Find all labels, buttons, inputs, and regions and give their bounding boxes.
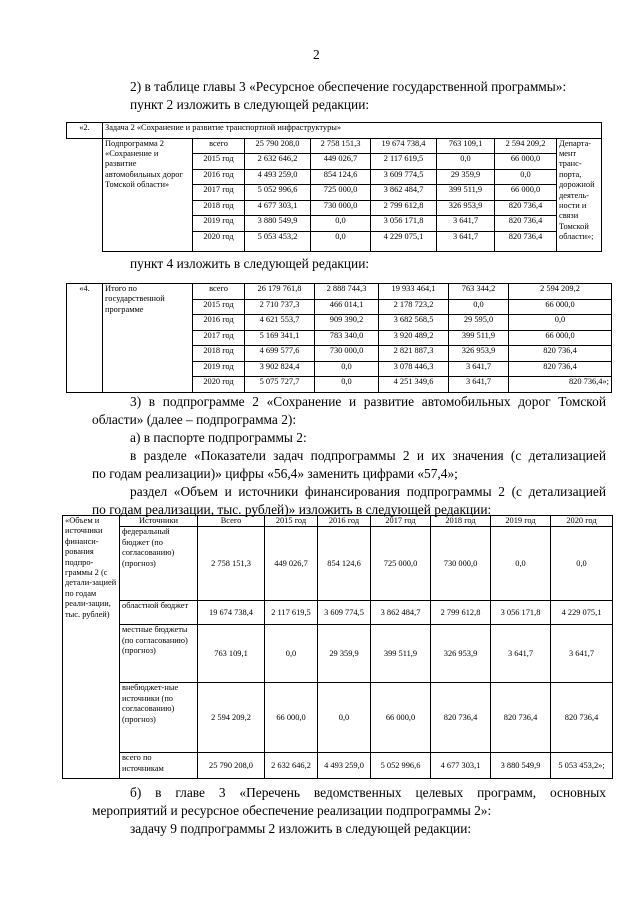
table-cell: 449 026,7 xyxy=(311,154,371,170)
table-cell: 2 178 723,2 xyxy=(379,299,449,315)
table-cell: 763 109,1 xyxy=(198,625,265,683)
source-name: областной бюджет xyxy=(120,601,198,625)
table-cell: 2020 год xyxy=(193,377,245,393)
table-cell: 4 493 259,0 xyxy=(245,169,311,185)
table-cell: 29 359,9 xyxy=(318,625,371,683)
section3-line-3: а) в паспорте подпрограммы 2: xyxy=(130,430,307,445)
source-name: местные бюджеты (по согласованию) (прогноз) xyxy=(120,625,198,683)
table-cell: 3 641,7 xyxy=(449,377,509,393)
table-cell: 820 736,4 xyxy=(509,346,612,362)
section-b-line-3: задачу 9 подпрограммы 2 изложить в следующей редакции: xyxy=(130,821,472,836)
table-cell: 763 344,2 xyxy=(449,284,509,300)
table-cell: 3 920 489,2 xyxy=(379,330,449,346)
table-cell: 399 511,9 xyxy=(449,330,509,346)
table-cell: 2 799 612,8 xyxy=(371,200,437,216)
table-cell: 2015 год xyxy=(193,154,245,170)
table-cell: 4 677 303,1 xyxy=(431,753,491,779)
table-cell: 2 632 646,2 xyxy=(245,154,311,170)
table-cell: 0,0 xyxy=(491,527,551,601)
table-cell: 326 953,9 xyxy=(437,200,495,216)
table-cell: 399 511,9 xyxy=(371,625,431,683)
table-cell: 854 124,6 xyxy=(318,527,371,601)
table-cell: 19 674 738,4 xyxy=(371,138,437,154)
table-cell: 4 229 075,1 xyxy=(371,231,437,251)
table-cell: 0,0 xyxy=(311,216,371,232)
table-cell: 3 609 774,5 xyxy=(371,169,437,185)
table-cell: 3 641,7 xyxy=(449,361,509,377)
table-cell: 2015 год xyxy=(193,299,245,315)
table-cell: 820 736,4 xyxy=(551,683,613,753)
table-cell: 5 169 341,1 xyxy=(245,330,315,346)
table-cell: 2 117 619,5 xyxy=(265,601,318,625)
table-cell: 3 880 549,9 xyxy=(245,216,311,232)
table-cell: 3 078 446,3 xyxy=(379,361,449,377)
column-header: 2016 год xyxy=(318,516,371,527)
table-cell: 5 053 453,2 xyxy=(245,231,311,251)
funding-sources-table xyxy=(62,515,613,779)
program-total-label: Итого по государственной программе xyxy=(103,284,193,393)
column-header: 2017 год xyxy=(371,516,431,527)
source-name: всего по источникам xyxy=(120,753,198,779)
table-cell: 4 621 553,7 xyxy=(245,315,315,331)
table-cell: 909 390,2 xyxy=(315,315,379,331)
table-cell: 725 000,0 xyxy=(371,527,431,601)
table-cell: 4 251 349,6 xyxy=(379,377,449,393)
table-cell: 2 758 151,3 xyxy=(198,527,265,601)
table-cell: 326 953,9 xyxy=(431,625,491,683)
page-number: 2 xyxy=(313,47,320,62)
table-cell: 3 641,7 xyxy=(551,625,613,683)
table-cell: 820 736,4 xyxy=(431,683,491,753)
column-header: 2015 год xyxy=(265,516,318,527)
table-cell: 3 862 484,7 xyxy=(371,601,431,625)
table-cell: 2 888 744,3 xyxy=(315,284,379,300)
table-cell: 4 229 075,1 xyxy=(551,601,613,625)
section3-line-4: в разделе «Показатели задач подпрограммы 2 и их значения (с детализацией xyxy=(130,448,606,463)
table-cell: 399 511,9 xyxy=(437,185,495,201)
table-cell: 725 000,0 xyxy=(311,185,371,201)
section3-line-7: по годам реализации, тыс. рублей)» изложить в следующей редакции: xyxy=(92,502,492,517)
table-cell: 0,0 xyxy=(318,683,371,753)
table-cell: 19 674 738,4 xyxy=(198,601,265,625)
table-cell: 326 953,9 xyxy=(449,346,509,362)
table-cell: 820 736,4 xyxy=(491,683,551,753)
table-cell: 449 026,7 xyxy=(265,527,318,601)
table-cell: 4 677 303,1 xyxy=(245,200,311,216)
table-cell: всего xyxy=(193,284,245,300)
table-cell: 66 000,0 xyxy=(265,683,318,753)
table-cell: 3 641,7 xyxy=(437,231,495,251)
table-cell: 763 109,1 xyxy=(437,138,495,154)
table-cell: 2 594 209,2 xyxy=(198,683,265,753)
table-cell: 0,0 xyxy=(437,154,495,170)
table-cell: 820 736,4 xyxy=(495,200,557,216)
table-cell: 2019 год xyxy=(193,361,245,377)
resource-table-item-2 xyxy=(66,122,602,252)
table-cell: 29 595,0 xyxy=(449,315,509,331)
intro-line-2: пункт 2 изложить в следующей редакции: xyxy=(130,97,370,112)
item-number: «2. xyxy=(67,123,103,139)
table-cell: 3 682 568,5 xyxy=(379,315,449,331)
table-cell: 4 493 259,0 xyxy=(318,753,371,779)
table-cell: 2020 год xyxy=(193,231,245,251)
table-cell: 2019 год xyxy=(193,216,245,232)
table-cell: 66 000,0 xyxy=(371,683,431,753)
table-cell: 2016 год xyxy=(193,315,245,331)
table-cell: 2017 год xyxy=(193,185,245,201)
table-cell: 2 710 737,3 xyxy=(245,299,315,315)
table-cell: 2 594 209,2 xyxy=(495,138,557,154)
table-cell: 820 736,4 xyxy=(495,231,557,251)
table-cell: 5 052 996,6 xyxy=(245,185,311,201)
table-cell: 2 594 209,2 xyxy=(509,284,612,300)
para-item-4: пункт 4 изложить в следующей редакции: xyxy=(130,256,370,271)
table-cell: 0,0 xyxy=(509,315,612,331)
table-cell: всего xyxy=(193,138,245,154)
section3-line-5: по годам реализации)» цифры «56,4» заменить цифрами «57,4»; xyxy=(92,466,458,481)
table-cell: 730 000,0 xyxy=(315,346,379,362)
table-cell: 19 933 464,1 xyxy=(379,284,449,300)
table-cell: 3 880 549,9 xyxy=(491,753,551,779)
table-cell: 0,0 xyxy=(315,377,379,393)
table-cell: 0,0 xyxy=(551,527,613,601)
table-cell: 2018 год xyxy=(193,346,245,362)
table-cell: 66 000,0 xyxy=(495,185,557,201)
table-cell: 2017 год xyxy=(193,330,245,346)
table-cell: 820 736,4»; xyxy=(509,377,612,393)
table-cell: 2 758 151,3 xyxy=(311,138,371,154)
section-b-line-1: б) в главе 3 «Перечень ведомственных целевых программ, основных xyxy=(130,785,606,800)
table-cell: 3 902 824,4 xyxy=(245,361,315,377)
table-cell: 730 000,0 xyxy=(431,527,491,601)
table-cell: 3 641,7 xyxy=(437,216,495,232)
executor: Департа-мент транс-порта, дорожной деятель-ности и связи Томской области»; xyxy=(557,138,602,251)
funding-label: «Объем и источники финанси-рования подпро-граммы 2 (с детали-зацией по годам реали-зации, тыс. рублей) xyxy=(63,516,120,779)
item-number: «4. xyxy=(67,284,103,393)
resource-table-item-4 xyxy=(66,283,612,393)
table-cell: 66 000,0 xyxy=(509,299,612,315)
table-cell: 66 000,0 xyxy=(495,154,557,170)
table-cell: 0,0 xyxy=(449,299,509,315)
column-header: Источники xyxy=(120,516,198,527)
table-cell: 25 790 208,0 xyxy=(245,138,311,154)
section3-line-6: раздел «Объем и источники финансирования подпрограммы 2 (с детализацией xyxy=(130,484,606,499)
table-cell: 5 075 727,7 xyxy=(245,377,315,393)
table-cell: 26 179 761,8 xyxy=(245,284,315,300)
table-cell: 0,0 xyxy=(495,169,557,185)
table-cell: 820 736,4 xyxy=(495,216,557,232)
section-b-line-2: мероприятий и ресурсное обеспечение реализации подпрограммы 2»: xyxy=(92,803,492,818)
task-title: Задача 2 «Сохранение и развитие транспортной инфраструктуры» xyxy=(103,123,602,139)
table-cell: 2 632 646,2 xyxy=(265,753,318,779)
table-cell: 29 359,9 xyxy=(437,169,495,185)
table-cell: 3 609 774,5 xyxy=(318,601,371,625)
table-cell: 2 821 887,3 xyxy=(379,346,449,362)
table-cell: 2 799 612,8 xyxy=(431,601,491,625)
table-cell: 25 790 208,0 xyxy=(198,753,265,779)
table-cell: 0,0 xyxy=(311,231,371,251)
table-cell: 3 056 171,8 xyxy=(371,216,437,232)
column-header: 2018 год xyxy=(431,516,491,527)
intro-line-1: 2) в таблице главы 3 «Ресурсное обеспечение государственной программы»: xyxy=(130,79,567,94)
table-cell: 466 014,1 xyxy=(315,299,379,315)
section3-line-2: области» (далее – подпрограмма 2): xyxy=(92,412,297,427)
subprogram-name: Подпрограмма 2 «Сохранение и развитие автомобильных дорог Томской области» xyxy=(103,138,193,251)
column-header: Всего xyxy=(198,516,265,527)
column-header: 2020 год xyxy=(551,516,613,527)
table-cell: 854 124,6 xyxy=(311,169,371,185)
table-cell: 3 641,7 xyxy=(491,625,551,683)
column-header: 2019 год xyxy=(491,516,551,527)
source-name: федеральный бюджет (по согласованию) (прогноз) xyxy=(120,527,198,601)
table-cell: 4 699 577,6 xyxy=(245,346,315,362)
table-cell: 3 862 484,7 xyxy=(371,185,437,201)
section3-line-1: 3) в подпрограмме 2 «Сохранение и развитие автомобильных дорог Томской xyxy=(130,394,606,409)
table-cell: 783 340,0 xyxy=(315,330,379,346)
table-cell: 0,0 xyxy=(265,625,318,683)
table-cell: 2018 год xyxy=(193,200,245,216)
table-cell: 3 056 171,8 xyxy=(491,601,551,625)
source-name: внебюджет-ные источники (по согласованию) (прогноз) xyxy=(120,683,198,753)
table-cell: 5 053 453,2»; xyxy=(551,753,613,779)
table-cell: 730 000,0 xyxy=(311,200,371,216)
table-cell: 2 117 619,5 xyxy=(371,154,437,170)
table-cell: 5 052 996,6 xyxy=(371,753,431,779)
table-cell: 0,0 xyxy=(315,361,379,377)
table-cell: 66 000,0 xyxy=(509,330,612,346)
table-cell: 820 736,4 xyxy=(509,361,612,377)
table-cell: 2016 год xyxy=(193,169,245,185)
